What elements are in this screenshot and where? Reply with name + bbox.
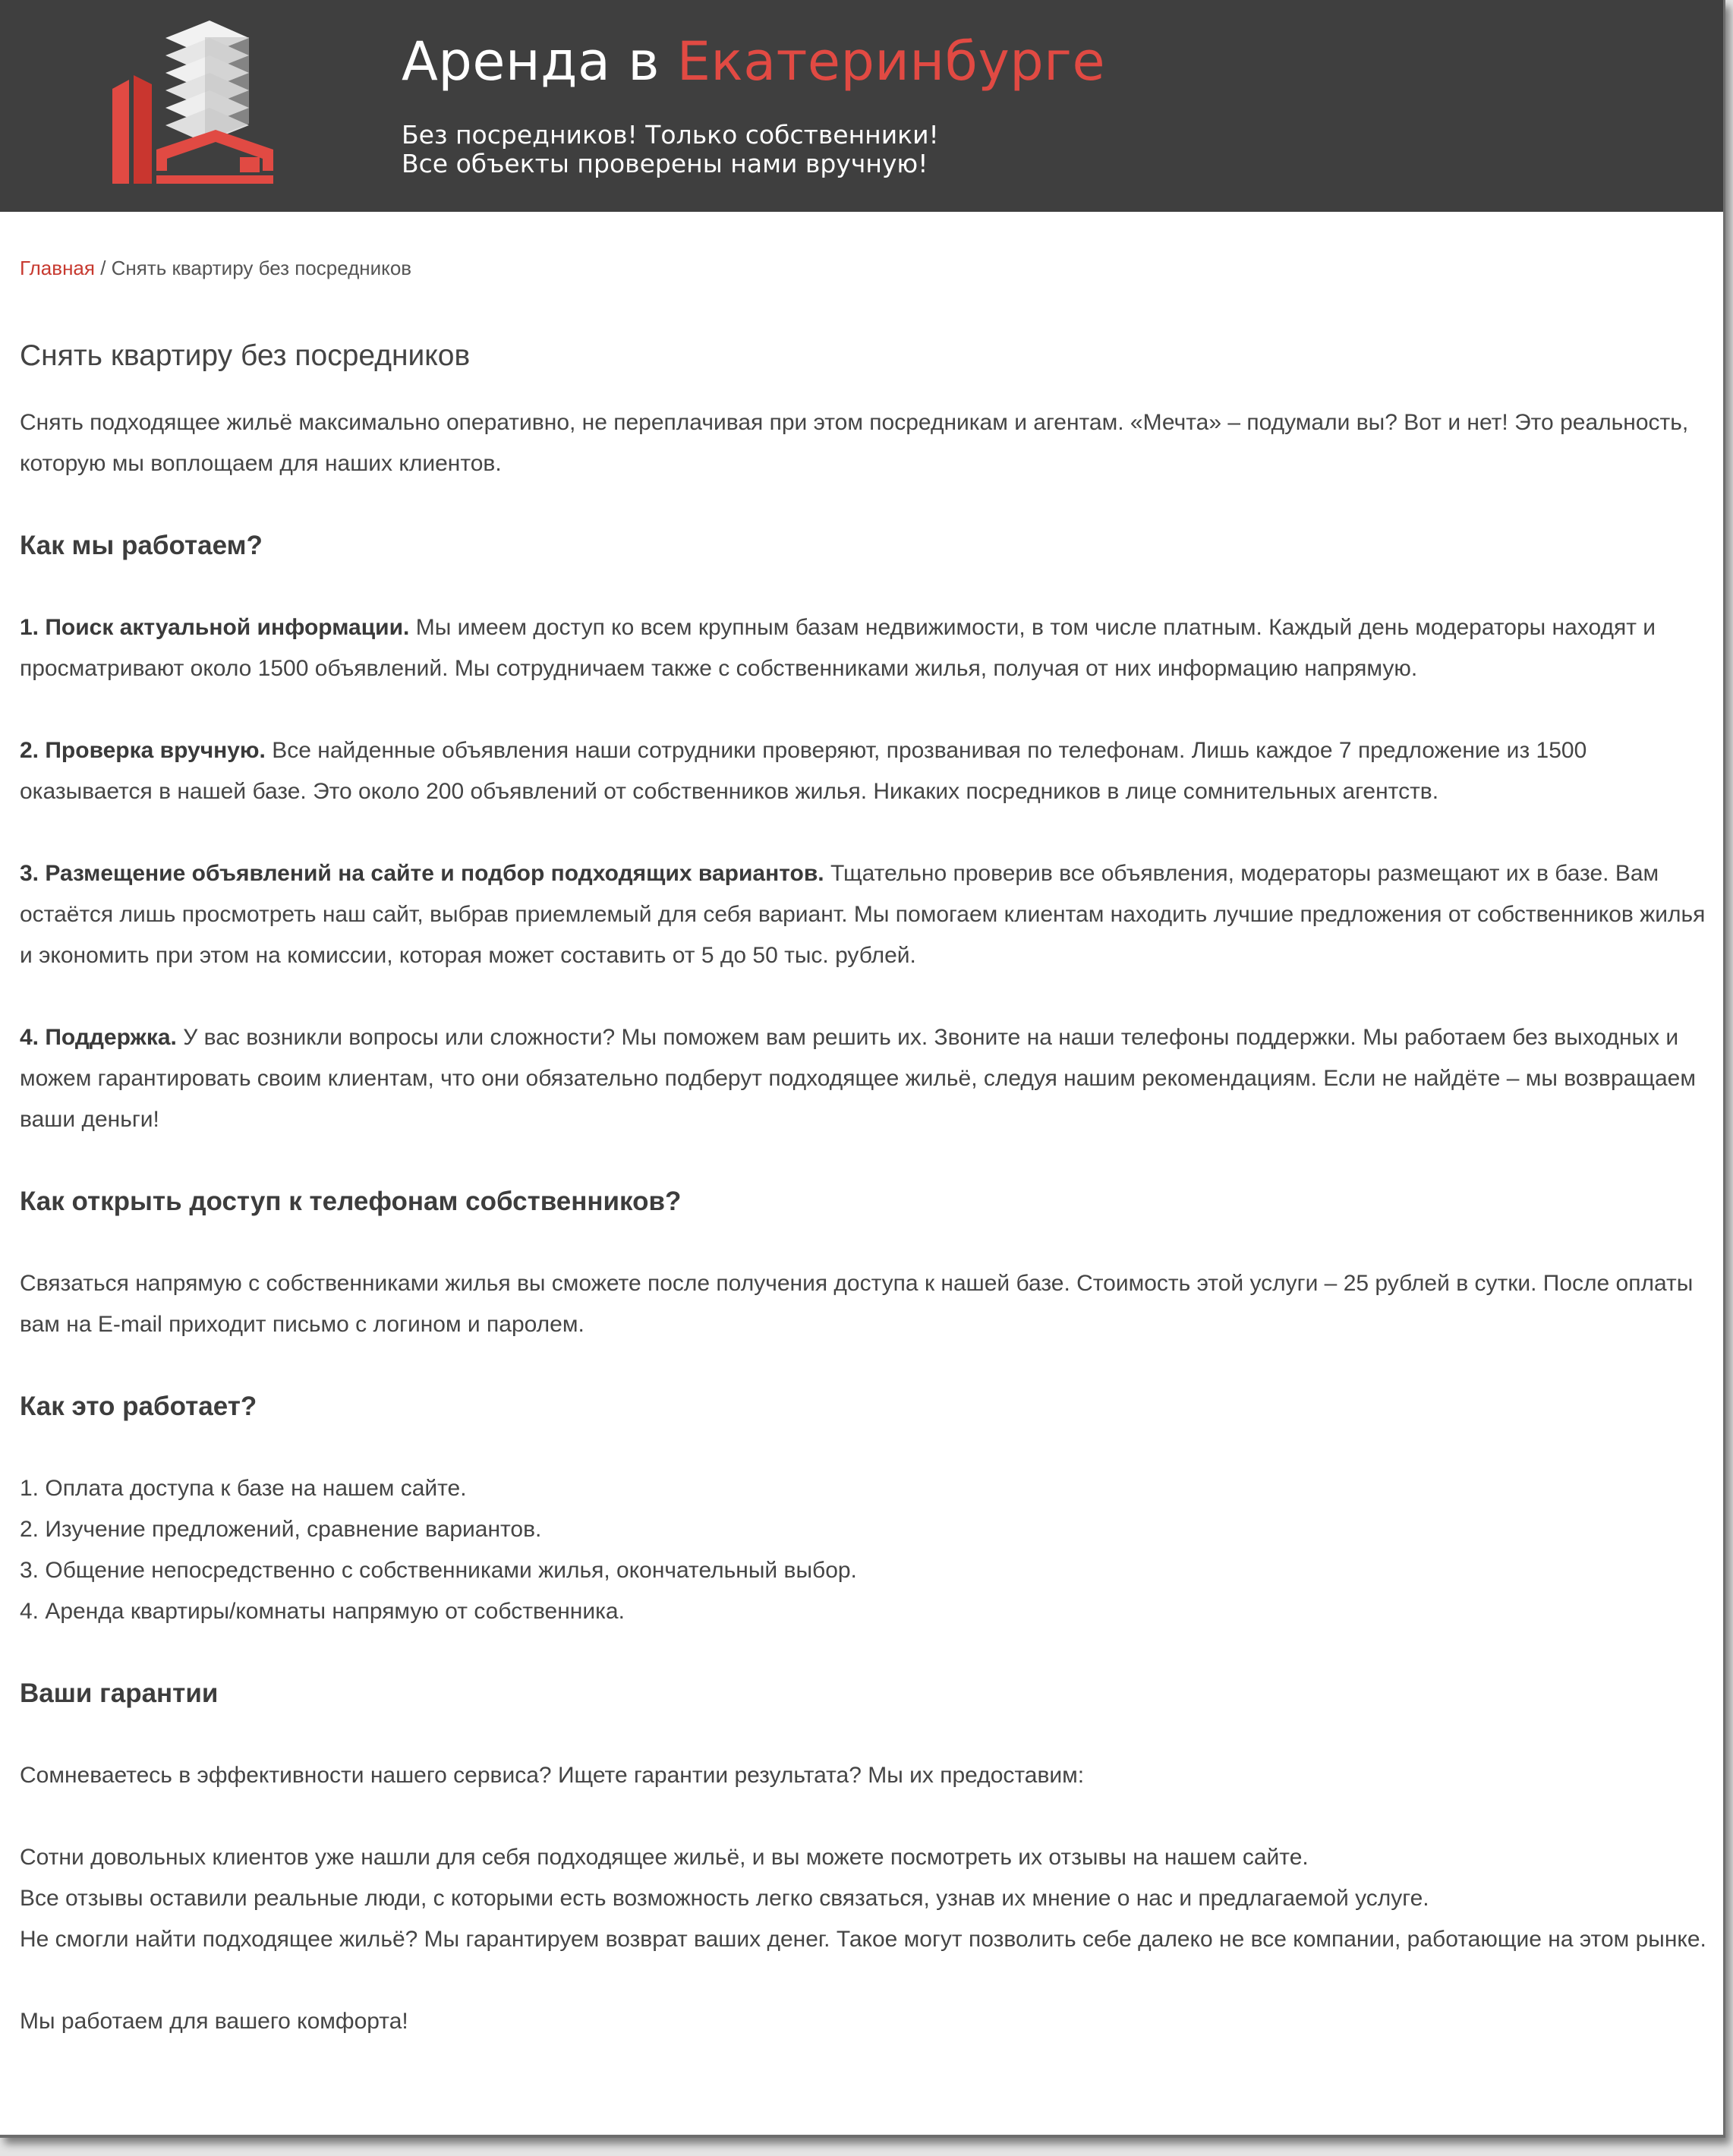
how-we-work-heading: Как мы работаем? — [20, 531, 263, 560]
access-paragraph: Связаться напрямую с собственниками жилья вы сможете после получения доступа к нашей базе. Стоимость этой услуги – 25 рублей в сутки. После оплаты вам на E-mail приходит письмо с логином и паролем. — [20, 1271, 1694, 1337]
step-paragraph-1 — [20, 607, 1709, 689]
guarantee-line: Сотни довольных клиентов уже нашли для себя подходящее жильё, и вы можете посмотреть их отзывы на нашем сайте. — [20, 1845, 1309, 1870]
tagline-line-1: Без посредников! Только собственники! — [402, 120, 939, 150]
step-lead: 3. Размещение объявлений на сайте и подбор подходящих вариантов. — [20, 861, 824, 886]
breadcrumb-separator: / — [94, 257, 112, 279]
step-lead: 1. Поиск актуальной информации. — [20, 615, 410, 640]
step-text: Тщательно проверив все объявления, модераторы размещают их в базе. Вам остаётся лишь просмотреть наш сайт, выбрав приемлемый для себя вариант. Мы помогаем клиентам находить лучшие предложения от собственников жилья и экономить при этом на комиссии, которая может составить от 5 до 50 тыс. рублей. — [20, 861, 1706, 968]
guarantees-intro: Сомневаетесь в эффективности нашего сервиса? Ищете гарантии результата? Мы их предоставим: — [20, 1763, 1085, 1788]
site-title-city: Екатеринбурге — [676, 30, 1106, 93]
how-it-works-heading: Как это работает? — [20, 1392, 257, 1421]
closing-paragraph: Мы работаем для вашего комфорта! — [20, 2009, 408, 2034]
breadcrumb-home-link[interactable]: Главная — [20, 257, 95, 279]
list-item: 1. Оплата доступа к базе на нашем сайте. — [20, 1476, 467, 1501]
guarantees-heading: Ваши гарантии — [20, 1678, 219, 1708]
step-text: Мы имеем доступ ко всем крупным базам недвижимости, в том числе платным. Каждый день модераторы находят и просматривают около 1500 объявлений. Мы сотрудничаем также с собственниками жилья, получая от них информацию напрямую. — [20, 615, 1656, 681]
site-title — [402, 27, 1105, 96]
site-title-prefix: Аренда в — [402, 30, 677, 93]
step-lead: 2. Проверка вручную. — [20, 738, 266, 763]
page-title: Снять квартиру без посредников — [20, 339, 471, 372]
breadcrumb-current: Снять квартиру без посредников — [111, 257, 412, 279]
list-item: 4. Аренда квартиры/комнаты напрямую от собственника. — [20, 1599, 625, 1624]
list-item: 3. Общение непосредственно с собственниками жилья, окончательный выбор. — [20, 1558, 857, 1583]
guarantee-line: Не смогли найти подходящее жильё? Мы гарантируем возврат ваших денег. Такое могут позволить себе далеко не все компании, работающие на этом рынке. — [20, 1927, 1706, 1952]
tagline-line-2: Все объекты проверены нами вручную! — [402, 149, 928, 178]
building-logo-icon[interactable] — [112, 20, 279, 184]
step-text: У вас возникли вопросы или сложности? Мы поможем вам решить их. Звоните на наши телефоны поддержки. Мы работаем без выходных и можем гарантировать своим клиентам, что они обязательно подберут подходящее жильё, следуя нашим рекомендациям. Если не найдёте – мы возвращаем ваши деньги! — [20, 1025, 1696, 1132]
intro-paragraph: Снять подходящее жильё максимально оперативно, не переплачивая при этом посредникам и агентам. «Мечта» – подумали вы? Вот и нет! Это реальность, которую мы воплощаем для наших клиентов. — [20, 410, 1689, 476]
step-lead: 4. Поддержка. — [20, 1025, 177, 1050]
step-text: Все найденные объявления наши сотрудники проверяют, прозванивая по телефонам. Лишь каждое 7 предложение из 1500 оказывается в нашей базе. Это около 200 объявлений от собственников жилья. Никаких посредников в лице сомнительных агентств. — [20, 738, 1587, 804]
step-paragraph-4 — [20, 1017, 1709, 1140]
breadcrumb — [20, 257, 411, 279]
article-body — [20, 402, 1709, 2083]
guarantees-list — [20, 1837, 1709, 1960]
step-paragraph-2 — [20, 730, 1709, 812]
guarantee-line: Все отзывы оставили реальные люди, с которыми есть возможность легко связаться, узнав их мнение о нас и предлагаемой услуге. — [20, 1886, 1429, 1911]
how-it-works-list — [20, 1468, 1709, 1632]
access-heading: Как открыть доступ к телефонам собственников? — [20, 1187, 682, 1216]
step-paragraph-3 — [20, 853, 1709, 976]
site-tagline — [402, 121, 939, 178]
list-item: 2. Изучение предложений, сравнение вариантов. — [20, 1517, 542, 1542]
site-header — [0, 0, 1723, 212]
